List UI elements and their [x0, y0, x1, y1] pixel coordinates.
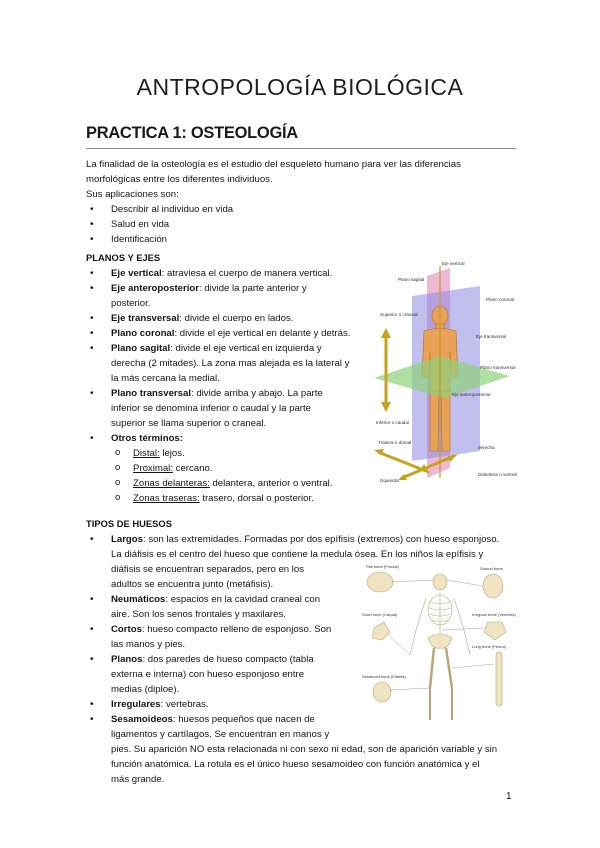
label-eje-vertical: Eje vertical	[442, 261, 465, 266]
desc: inferior se denomina inferior o caudal y la parte	[111, 403, 311, 414]
list-item	[86, 326, 376, 341]
list-item	[111, 476, 376, 491]
intro-line: La finalidad de la osteología es el estudio del esqueleto humano para ver las diferencias	[86, 159, 461, 170]
label-trasera-dorsal: Trasera o dorsal	[378, 440, 412, 445]
desc: las manos y pies.	[111, 639, 186, 650]
list-item: • Describir al individuo en vida	[86, 202, 526, 217]
term: Irregulares	[111, 699, 161, 710]
label-delantera-ventral: Delantera o ventral	[478, 472, 517, 477]
label-derecha: derecha	[478, 445, 495, 450]
page-title: ANTROPOLOGÍA BIOLÓGICA	[136, 74, 464, 100]
list-item	[86, 266, 376, 281]
applications-list	[86, 202, 526, 247]
desc: más grande.	[111, 774, 165, 785]
desc: aire. Son los senos frontales y maxilares.	[111, 609, 286, 620]
list-item: • Salud en vida	[86, 217, 526, 232]
desc: : divide el eje vertical en delante y detrás.	[174, 328, 351, 339]
list-item	[86, 341, 376, 386]
desc: La diáfisis es el centro del hueso que contiene la medula ósea. En los niños la epífisis y	[111, 549, 484, 560]
term: Eje anteroposterior	[111, 283, 199, 294]
label-plano-transversal: Plano transversal	[480, 365, 516, 370]
desc: : son las extremidades. Formadas por dos epífisis (extremos) con hueso esponjoso.	[143, 534, 500, 545]
label-plano-sagital: Plano sagital	[398, 277, 425, 282]
list-item	[86, 311, 376, 326]
desc: delantera, anterior o ventral.	[209, 478, 333, 489]
label-long-bone: Long bone (Femur)	[472, 644, 507, 649]
list-item	[86, 431, 376, 506]
desc: : dos paredes de hueso compacto (tabla	[142, 654, 314, 665]
label-irregular-bone: Irregular bone (Vertebra)	[472, 612, 516, 617]
desc: cercano.	[172, 463, 213, 474]
desc: : espacios en la cavidad craneal con	[165, 594, 321, 605]
desc: función anatómica. La rotula es el único hueso sesamoideo con función anatómica y el	[111, 759, 480, 770]
anatomical-planes-figure	[372, 256, 517, 486]
term: Otros términos	[111, 433, 180, 444]
desc: : divide el eje vertical en izquierda y	[170, 343, 322, 354]
term: Zonas delanteras:	[133, 478, 210, 489]
desc: posterior.	[111, 298, 151, 309]
planes-list	[86, 266, 376, 506]
label-plano-coronal: Plano coronal	[486, 297, 515, 302]
desc: trasero, dorsal o posterior.	[199, 493, 314, 504]
list-item	[111, 461, 376, 476]
desc: : divide arriba y abajo. La parte	[191, 388, 323, 399]
term: Plano coronal	[111, 328, 175, 339]
desc: : divide el cuerpo en lados.	[179, 313, 294, 324]
label-flat-bone: Flat bone (Frontal)	[366, 564, 399, 569]
list-item	[86, 386, 376, 431]
term: Eje transversal	[111, 313, 180, 324]
term: Proximal:	[133, 463, 173, 474]
term: Planos	[111, 654, 143, 665]
list-item: • Identificación	[86, 232, 526, 247]
list-item	[111, 446, 376, 461]
term: Distal:	[133, 448, 160, 459]
term: Cortos	[111, 624, 142, 635]
applications-label: Sus aplicaciones son:	[86, 189, 179, 200]
desc: la más cercana la medial.	[111, 373, 220, 384]
desc: diáfisis se encuentran separados, pero en los	[111, 564, 305, 575]
other-terms-list	[111, 446, 376, 506]
label-eje-transversal: Eje transversal	[476, 334, 507, 339]
page-number: 1	[506, 791, 512, 802]
term: Plano sagital	[111, 343, 171, 354]
label-eje-anteroposterior: Eje anteroposterior	[452, 392, 491, 397]
label-sutural-bone: Sutural bone	[480, 566, 503, 571]
desc: : huesos pequeños que nacen de	[172, 714, 315, 725]
desc: medias (diploe).	[111, 684, 180, 695]
term: Neumáticos	[111, 594, 166, 605]
term: Sesamoideos	[111, 714, 173, 725]
label-sesamoid-bone: Sesamoid bone (Patella)	[362, 674, 406, 679]
bone-types-figure	[360, 560, 520, 730]
list-item	[111, 491, 376, 506]
term: Eje vertical	[111, 268, 162, 279]
term: Largos	[111, 534, 143, 545]
desc: superior se llama superior o craneal.	[111, 418, 267, 429]
desc: derecha (2 mitades). La zona mas alejada es la lateral y	[111, 358, 350, 369]
label-short-bone: Short bone (Carpal)	[362, 612, 398, 617]
colon: :	[179, 433, 183, 444]
desc: : vertebras.	[160, 699, 209, 710]
desc: pies. Su aparición NO esta relacionada ni con sexo ni edad, son de aparición variable y sin	[111, 744, 498, 755]
desc: lejos.	[159, 448, 185, 459]
desc: externa e interna) con hueso esponjoso entre	[111, 669, 305, 680]
desc: : hueso compacto relleno de esponjoso. Son	[141, 624, 332, 635]
intro-block	[86, 157, 526, 247]
section-heading: TIPOS DE HUESOS	[86, 518, 172, 529]
term: Zonas traseras:	[133, 493, 200, 504]
section-heading: PLANOS Y EJES	[86, 252, 161, 263]
section-title: PRACTICA 1: OSTEOLOGÍA	[86, 124, 298, 142]
intro-line: morfológicas entre los diferentes individuos.	[86, 174, 273, 185]
desc: : atraviesa el cuerpo de manera vertical.	[161, 268, 333, 279]
label-inferior-caudal: Inferior o caudal	[376, 420, 409, 425]
desc: adultos se encuentra junto (metáfisis).	[111, 579, 274, 590]
list-item	[86, 281, 376, 311]
desc: ligamentos y cartílagos. Se encuentran en manos y	[111, 729, 330, 740]
term: Plano transversal	[111, 388, 191, 399]
label-izquierda: izquierda	[380, 478, 399, 483]
planes-section	[86, 250, 376, 506]
label-superior-craneal: Superior o craneal	[380, 312, 418, 317]
heading-divider	[86, 148, 516, 149]
desc: : divide la parte anterior y	[198, 283, 307, 294]
